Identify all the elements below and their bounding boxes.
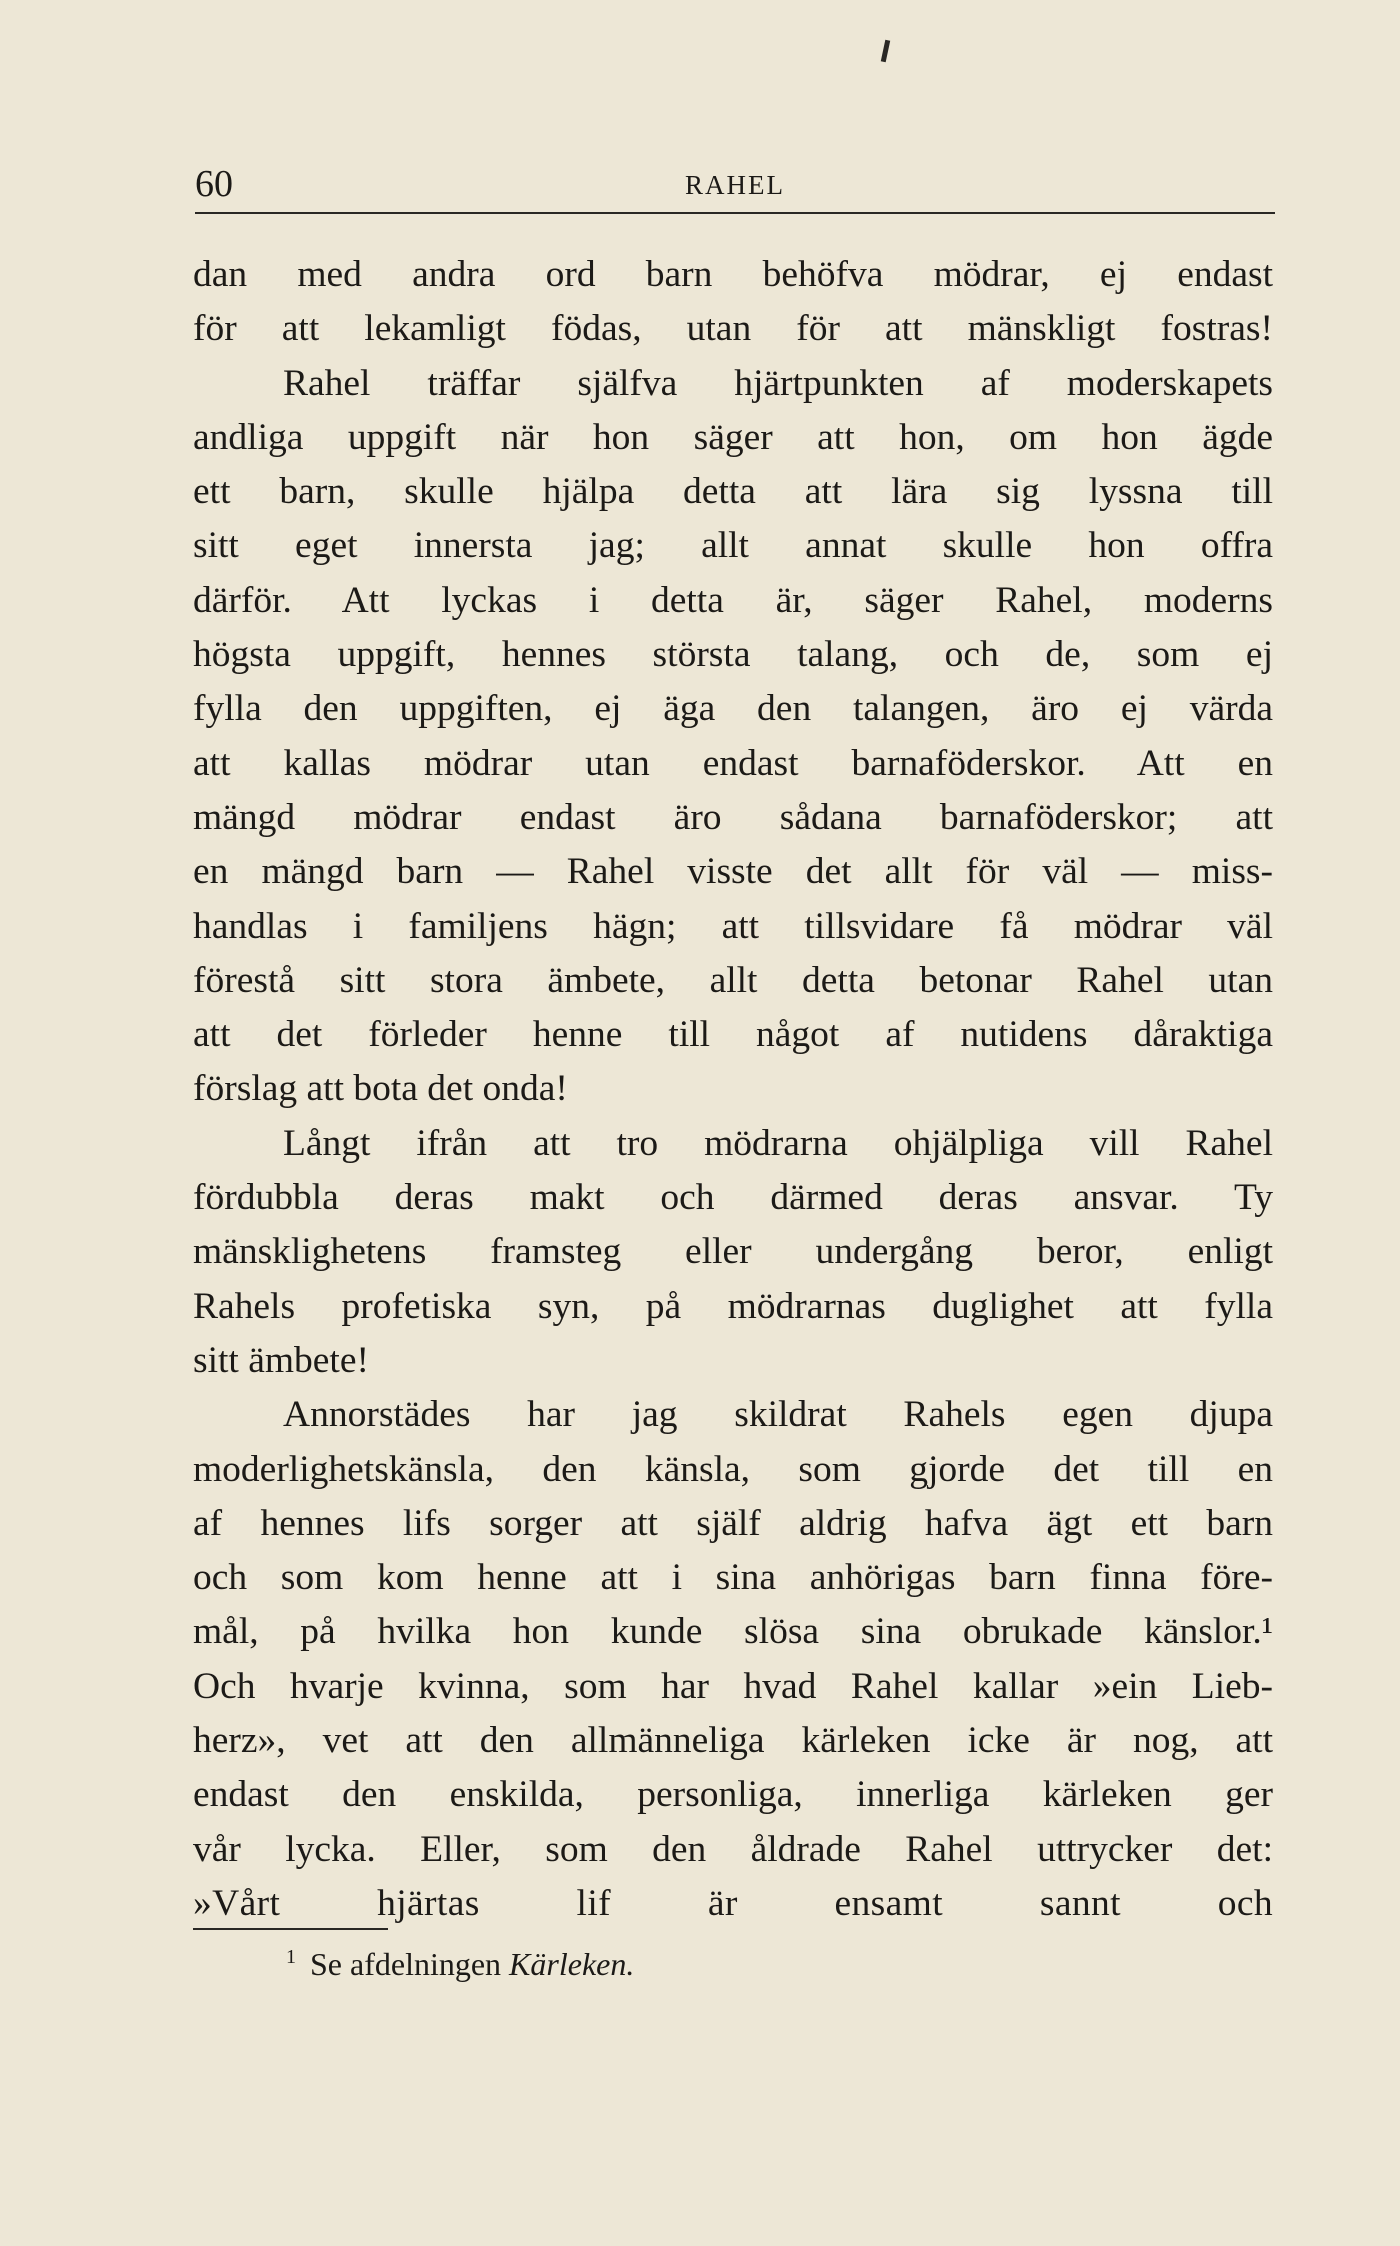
text-line: andliga uppgift när hon säger att hon, om hon ägde — [193, 416, 1273, 458]
text-line: Långt ifrån att tro mödrarna ohjälpliga vill Rahel — [283, 1122, 1273, 1164]
footnote-rule — [193, 1928, 388, 1930]
text-line: högsta uppgift, hennes största talang, och de, som ej — [193, 634, 1273, 676]
text-line: Och hvarje kvinna, som har hvad Rahel kallar »ein Lieb- — [193, 1665, 1273, 1707]
text-line: mål, på hvilka hon kunde slösa sina obrukade känslor.¹ — [193, 1611, 1273, 1653]
text-line: förslag att bota det onda! — [193, 1068, 568, 1110]
text-line: Annorstädes har jag skildrat Rahels egen djupa — [283, 1394, 1273, 1436]
text-line: för att lekamligt födas, utan för att mänskligt fostras! — [193, 308, 1273, 350]
page-header — [195, 162, 1273, 208]
text-line: af hennes lifs sorger att själf aldrig hafva ägt ett barn — [193, 1502, 1273, 1544]
text-line: Rahel träffar själfva hjärtpunkten af moderskapets — [283, 362, 1273, 404]
text-line: moderlighetskänsla, den känsla, som gjorde det till en — [193, 1448, 1273, 1490]
text-line: handlas i familjens hägn; att tillsvidare få mödrar väl — [193, 905, 1273, 947]
footnote-text: Se afdelningen — [310, 1946, 502, 1982]
text-line: och som kom henne att i sina anhörigas barn finna före- — [193, 1557, 1273, 1599]
text-line: förestå sitt stora ämbete, allt detta betonar Rahel utan — [193, 959, 1273, 1001]
ink-speck — [881, 40, 890, 63]
text-line: vår lycka. Eller, som den åldrade Rahel uttrycker det: — [193, 1828, 1273, 1870]
text-line: därför. Att lyckas i detta är, säger Rahel, moderns — [193, 579, 1273, 621]
footnote-italic: Kärleken. — [509, 1946, 635, 1982]
text-line: en mängd barn — Rahel visste det allt för väl — miss- — [193, 851, 1273, 893]
text-line: fördubbla deras makt och därmed deras ansvar. Ty — [193, 1177, 1273, 1219]
footnote-marker: 1 — [286, 1946, 296, 1968]
text-line: ett barn, skulle hjälpa detta att lära sig lyssna till — [193, 471, 1273, 513]
text-line: herz», vet att den allmänneliga kärleken icke är nog, att — [193, 1720, 1273, 1762]
running-title: RAHEL — [685, 170, 785, 200]
text-line: Rahels profetiska syn, på mödrarnas duglighet att fylla — [193, 1285, 1273, 1327]
text-line: fylla den uppgiften, ej äga den talangen, äro ej värda — [193, 688, 1273, 730]
text-line: »Vårt hjärtas lif är ensamt sannt och — [193, 1882, 1273, 1924]
text-line: att det förleder henne till något af nutidens dåraktiga — [193, 1014, 1273, 1056]
text-line: sitt eget innersta jag; allt annat skulle hon offra — [193, 525, 1273, 567]
text-line: dan med andra ord barn behöfva mödrar, ej endast — [193, 254, 1273, 295]
text-line: endast den enskilda, personliga, innerliga kärleken ger — [193, 1774, 1273, 1816]
header-rule — [195, 212, 1275, 214]
text-line: sitt ämbete! — [193, 1339, 369, 1381]
text-line: mänsklighetens framsteg eller undergång beror, enligt — [193, 1231, 1273, 1273]
footnote — [286, 1933, 634, 1988]
text-line: att kallas mödrar utan endast barnaföderskor. Att en — [193, 742, 1273, 784]
text-line: mängd mödrar endast äro sådana barnaföderskor; att — [193, 796, 1273, 838]
body-text — [193, 248, 1273, 1931]
page-number: 60 — [195, 163, 233, 205]
